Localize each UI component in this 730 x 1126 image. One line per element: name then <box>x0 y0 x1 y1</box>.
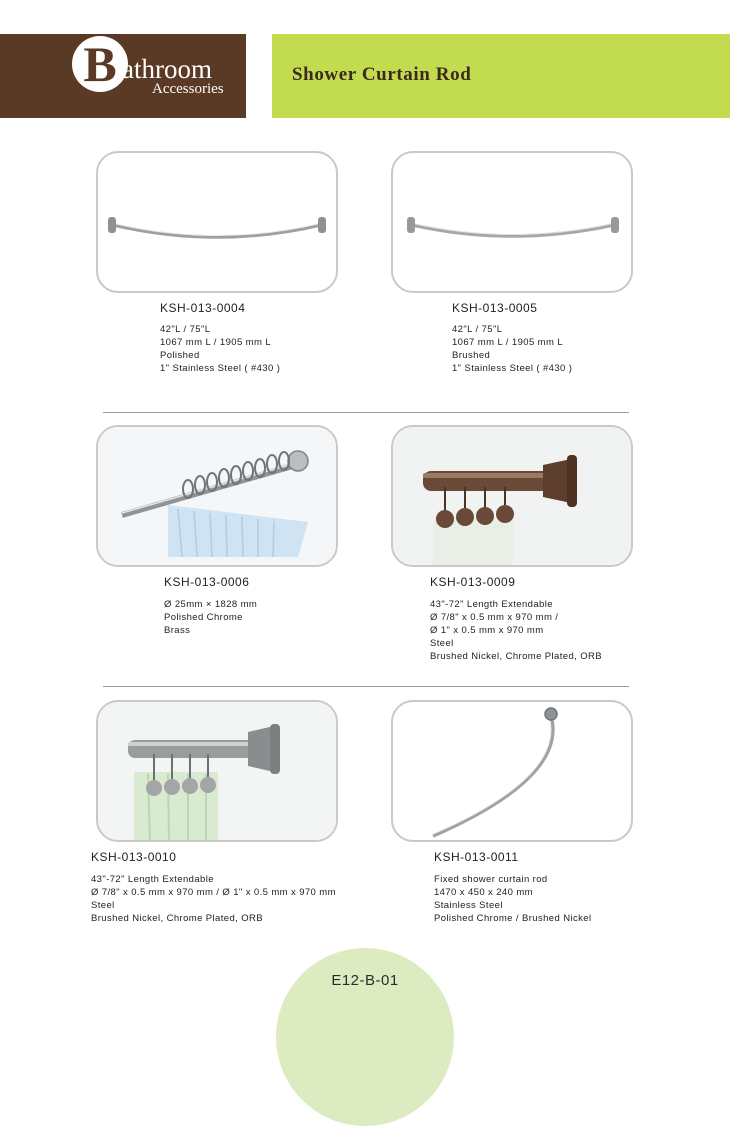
product-code: KSH-013-0010 <box>91 850 177 864</box>
spec-line: Brushed <box>452 350 491 361</box>
spec-line: Fixed shower curtain rod <box>434 874 548 885</box>
spec-line: 1" Stainless Steel ( #430 ) <box>452 363 573 374</box>
spec-line: 1" Stainless Steel ( #430 ) <box>160 363 281 374</box>
brand-logo-block <box>0 34 246 118</box>
spec-line: Ø 25mm × 1828 mm <box>164 599 258 610</box>
spec-line: Steel <box>91 900 115 911</box>
product-image-0009 <box>391 425 633 567</box>
spec-line: 1470 x 450 x 240 mm <box>434 887 533 898</box>
page-title: Shower Curtain Rod <box>292 64 472 85</box>
product-specs <box>164 598 257 637</box>
product-code: KSH-013-0005 <box>452 301 538 315</box>
product-specs <box>434 873 591 925</box>
spec-line: Stainless Steel <box>434 900 503 911</box>
curved-rod-brushed-image <box>393 153 631 291</box>
spec-line: Polished Chrome <box>164 612 243 623</box>
product-image-0011 <box>391 700 633 842</box>
product-image-0005 <box>391 151 633 293</box>
product-image-0006 <box>96 425 338 567</box>
spec-line: 42"L / 75"L <box>452 324 503 335</box>
brand-subtitle: Accessories <box>152 81 224 97</box>
spec-line: 43"-72" Length Extendable <box>430 599 553 610</box>
product-code: KSH-013-0006 <box>164 575 250 589</box>
spec-line: Ø 7/8" x 0.5 mm x 970 mm / <box>430 612 559 623</box>
spec-line: Brushed Nickel, Chrome Plated, ORB <box>430 651 602 662</box>
tension-rod-nickel-image <box>98 702 336 840</box>
spec-line: 43"-72" Length Extendable <box>91 874 214 885</box>
rod-with-rings-image <box>98 427 336 565</box>
section-divider <box>103 412 629 413</box>
section-divider <box>103 686 629 687</box>
brand-word: athroom <box>122 54 212 84</box>
product-image-0010 <box>96 700 338 842</box>
tension-rod-bronze-image <box>393 427 631 565</box>
spec-line: Steel <box>430 638 454 649</box>
spec-line: Polished <box>160 350 200 361</box>
product-specs <box>452 323 572 375</box>
title-bar <box>272 34 730 118</box>
spec-line: 42"L / 75"L <box>160 324 211 335</box>
product-specs <box>430 598 602 663</box>
curved-rod-polished-image <box>98 153 336 291</box>
spec-line: Polished Chrome / Brushed Nickel <box>434 913 592 924</box>
page-number: E12-B-01 <box>331 972 399 989</box>
spec-line: 1067 mm L / 1905 mm L <box>160 337 272 348</box>
curved-fixed-rod-image <box>393 702 631 840</box>
spec-line: Ø 1" x 0.5 mm x 970 mm <box>430 625 544 636</box>
product-specs <box>91 873 336 925</box>
product-code: KSH-013-0009 <box>430 575 516 589</box>
product-code: KSH-013-0004 <box>160 301 246 315</box>
product-image-0004 <box>96 151 338 293</box>
product-code: KSH-013-0011 <box>434 850 519 864</box>
brand-initial: B <box>72 36 128 92</box>
spec-line: Brass <box>164 625 191 636</box>
spec-line: 1067 mm L / 1905 mm L <box>452 337 564 348</box>
spec-line: Brushed Nickel, Chrome Plated, ORB <box>91 913 263 924</box>
spec-line: Ø 7/8" x 0.5 mm x 970 mm / Ø 1" x 0.5 mm x 970 mm <box>91 887 336 898</box>
product-specs <box>160 323 280 375</box>
